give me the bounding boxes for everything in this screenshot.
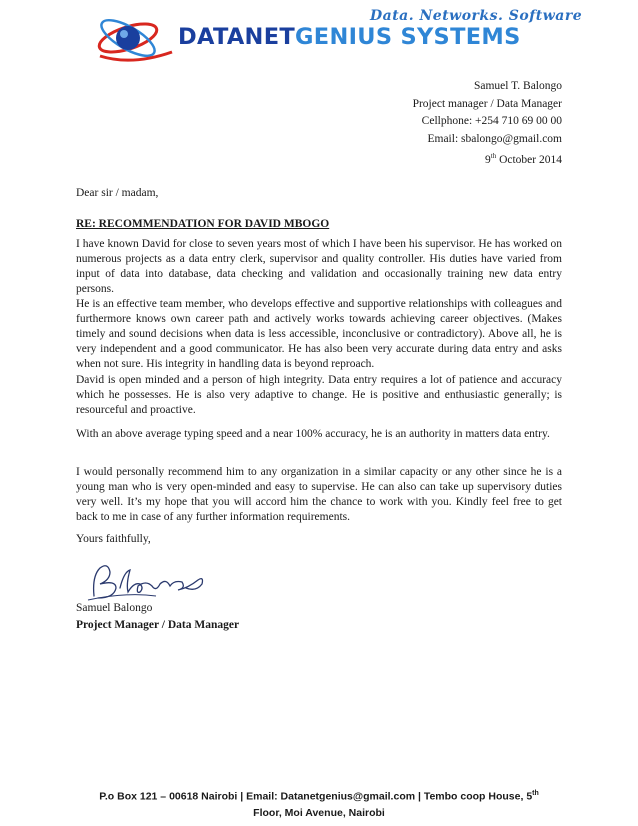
- sender-title: Project manager / Data Manager: [412, 97, 562, 110]
- footer-address: P.o Box 121 – 00618 Nairobi | Email: Datanetgenius@gmail.com | Tembo coop House, 5: [99, 790, 533, 803]
- sender-phone: Cellphone: +254 710 69 00 00: [421, 115, 562, 127]
- sender-name: Samuel T. Balongo: [473, 80, 562, 92]
- signatory-title: Project Manager / Data Manager: [76, 619, 240, 631]
- date-rest: October 2014: [496, 153, 562, 166]
- paragraph-2: David is open minded and a person of high integrity. Data entry requires a lot of patience and accuracy which he possesses. He is also very adaptive to change. He is positive and enthusiastic generally; is resourceful and proactive.: [76, 374, 562, 416]
- letter-body: [76, 237, 562, 372]
- date-suffix: th: [490, 152, 497, 160]
- logo-name-part1: DATANET: [178, 24, 296, 50]
- salutation: Dear sir / madam,: [76, 187, 159, 199]
- handwritten-signature: [86, 558, 216, 603]
- footer-line-2: Floor, Moi Avenue, Nairobi: [253, 806, 385, 819]
- date-day: 9: [485, 153, 491, 166]
- logo-name-part2: GENIUS SYSTEMS: [295, 24, 521, 50]
- letter-date: [413, 148, 562, 169]
- logo-brand-name: [178, 24, 521, 50]
- footer-sup: th: [532, 790, 539, 797]
- letterhead-footer: [40, 786, 598, 821]
- paragraph-1b: He is an effective team member, who develops effective and supportive relationships with colleagues and furthermore knows own career path and actively works towards achieving career objectives. (Makes timely and sound decisions when data is less accessible, inconclusive or contradictory). Above all, he is very independent and a good communicator. He has also been very accurate during data entry and asks when not sure. His integrity in handling data is beyond reproach.: [76, 298, 562, 370]
- closing: Yours faithfully,: [76, 533, 151, 545]
- footer-line-1: [40, 786, 598, 805]
- paragraph-2-block: [76, 373, 562, 418]
- logo-tagline: Data. Networks. Software: [370, 8, 583, 24]
- subject-line: RE: RECOMMENDATION FOR DAVID MBOGO: [76, 218, 330, 230]
- sender-block: [413, 78, 562, 169]
- sender-email: Email: sbalongo@gmail.com: [427, 132, 562, 145]
- signature-block: [76, 600, 239, 634]
- paragraph-3-block: [76, 427, 562, 442]
- paragraph-4: I would personally recommend him to any organization in a similar capacity or any other since he is a young man who is very open-minded and easy to supervise. He can also can take up supervisory duties very well. It’s my hope that you will accord him the chance to work with you. Kindly feel free to get back to me in case of any further information requirements.: [76, 466, 562, 523]
- paragraph-4-block: [76, 465, 562, 525]
- signatory-name: Samuel Balongo: [76, 602, 153, 614]
- paragraph-3: With an above average typing speed and a near 100% accuracy, he is an authority in matters data entry.: [76, 428, 550, 440]
- paragraph-1: I have known David for close to seven years most of which I have been his supervisor. He has worked on numerous projects as a data entry clerk, supervisor and quality controller. His duties have varied from input of data into database, data checking and validation and occasionally training new data entry persons.: [76, 238, 562, 295]
